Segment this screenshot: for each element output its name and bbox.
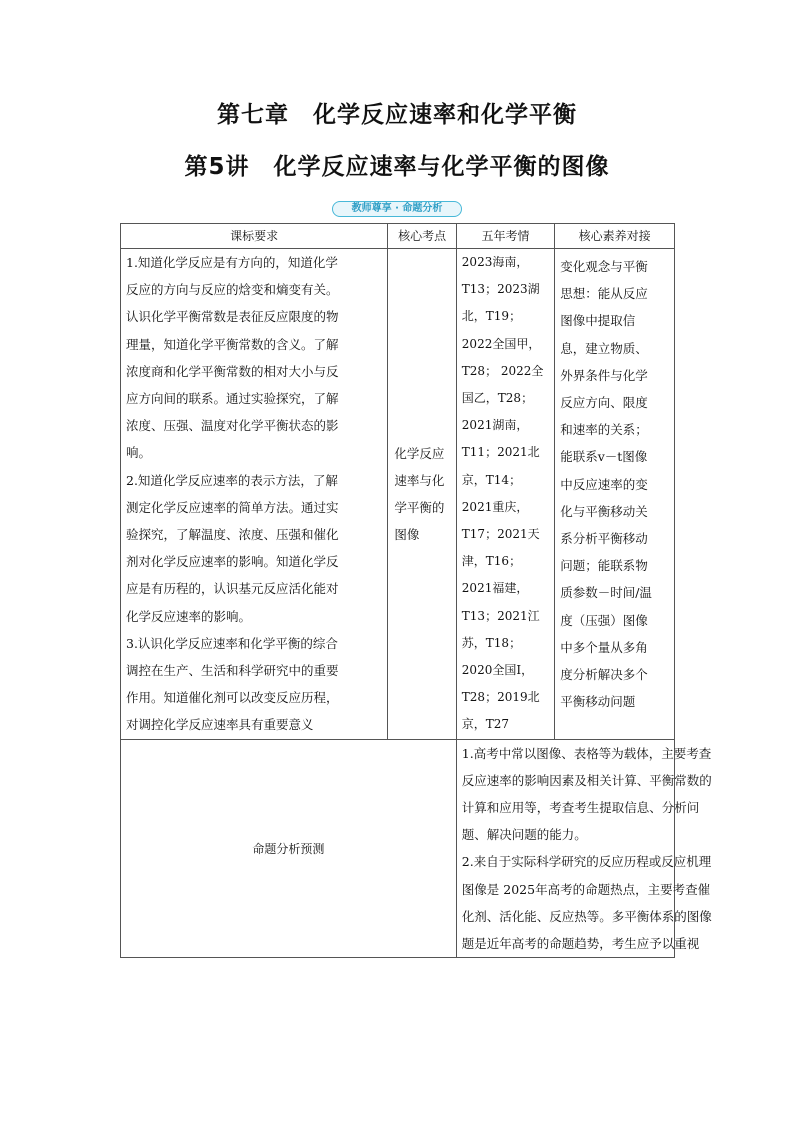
exam-line: T13；2023湖 bbox=[461, 282, 540, 297]
core-literacy-cell bbox=[555, 249, 675, 740]
requirement-line: 认识化学平衡常数是表征反应限度的物 bbox=[126, 309, 339, 325]
exam-line: 北，T19； bbox=[461, 309, 522, 324]
literacy-line: 思想：能从反应 bbox=[560, 286, 648, 302]
five-year-exams-cell bbox=[456, 249, 554, 740]
prediction-label: 命题分析预测 bbox=[121, 739, 457, 958]
literacy-line: 图像中提取信 bbox=[560, 313, 636, 329]
key-point-cell bbox=[388, 249, 456, 740]
requirement-line: 理量，知道化学平衡常数的含义。了解 bbox=[126, 336, 339, 352]
prediction-line: 计算和应用等，考查考生提取信息、分析问 bbox=[461, 800, 700, 816]
requirement-line: 测定化学反应速率的简单方法。通过实 bbox=[126, 499, 339, 515]
exam-line: 2023海南， bbox=[461, 255, 529, 269]
key-point-line: 图像 bbox=[394, 526, 420, 542]
exam-line: 2022全国甲， bbox=[461, 336, 541, 351]
requirement-line: 1.知道化学反应是有方向的，知道化学 bbox=[126, 255, 338, 270]
prediction-line: 图像是 2025年高考的命题热点，主要考查催 bbox=[461, 881, 711, 897]
requirement-line: 对调控化学反应速率具有重要意义 bbox=[126, 717, 314, 733]
lecture-title: 第5讲 化学反应速率与化学平衡的图像 bbox=[184, 154, 610, 180]
requirement-line: 调控在生产、生活和科学研究中的重要 bbox=[126, 663, 339, 679]
literacy-line: 系分析平衡移动 bbox=[560, 531, 648, 547]
requirement-line: 2.知道化学反应速率的表示方法，了解 bbox=[126, 472, 338, 488]
requirement-line: 浓度、压强、温度对化学平衡状态的影 bbox=[126, 418, 339, 434]
literacy-line: 反应方向、限度 bbox=[560, 395, 648, 411]
literacy-line: 和速率的关系； bbox=[560, 422, 648, 438]
header-key-points: 核心考点 bbox=[388, 224, 456, 249]
literacy-line: 外界条件与化学 bbox=[560, 367, 648, 383]
literacy-line: 中多个量从多角 bbox=[560, 639, 648, 655]
key-point-line: 学平衡的 bbox=[394, 499, 445, 515]
exam-line: 京，T27 bbox=[461, 717, 510, 732]
exam-line: T17；2021天 bbox=[461, 527, 540, 542]
exam-line: T13；2021江 bbox=[461, 608, 540, 623]
prediction-line: 反应速率的影响因素及相关计算、平衡常数的 bbox=[461, 772, 712, 788]
exam-line: T11；2021北 bbox=[461, 445, 540, 460]
literacy-line: 质参数－时间/温 bbox=[560, 585, 652, 601]
requirement-line: 应是有历程的，认识基元反应活化能对 bbox=[126, 581, 339, 597]
exam-line: 2020全国Ⅰ， bbox=[461, 663, 534, 678]
teacher-exclusive-badge: 教师尊享 · 命题分析 bbox=[332, 201, 462, 217]
prediction-line: 题是近年高考的命题趋势，考生应予以重视 bbox=[461, 936, 700, 952]
requirement-line: 响。 bbox=[126, 445, 152, 461]
exam-line: 2021湖南， bbox=[461, 418, 529, 433]
literacy-line: 息，建立物质、 bbox=[560, 340, 648, 356]
key-point-line: 化学反应 bbox=[394, 445, 445, 461]
header-requirements: 课标要求 bbox=[121, 224, 388, 249]
header-five-year-exams: 五年考情 bbox=[456, 224, 554, 249]
exam-line: 京，T14； bbox=[461, 472, 522, 487]
requirements-cell bbox=[121, 249, 388, 740]
requirement-line: 3.认识化学反应速率和化学平衡的综合 bbox=[126, 635, 338, 651]
exam-line: 苏，T18； bbox=[461, 635, 522, 650]
table-row bbox=[121, 249, 675, 740]
literacy-line: 变化观念与平衡 bbox=[560, 259, 648, 274]
prediction-line: 化剂、活化能、反应热等。多平衡体系的图像 bbox=[461, 908, 712, 924]
requirement-line: 作用。知道催化剂可以改变反应历程， bbox=[126, 690, 339, 706]
requirement-line: 浓度商和化学平衡常数的相对大小与反 bbox=[126, 363, 339, 379]
exam-line: T28；2019北 bbox=[461, 690, 540, 705]
literacy-line: 度分析解决多个 bbox=[560, 667, 648, 683]
prediction-line: 题、解决问题的能力。 bbox=[461, 827, 587, 843]
requirement-line: 验探究，了解温度、浓度、压强和催化 bbox=[126, 527, 339, 543]
exam-line: 2021福建， bbox=[461, 581, 529, 596]
requirement-line: 化学反应速率的影响。 bbox=[126, 608, 252, 624]
literacy-line: 中反应速率的变 bbox=[560, 476, 648, 492]
prediction-line: 1.高考中常以图像、表格等为载体，主要考查 bbox=[461, 745, 712, 761]
table-header-row bbox=[121, 224, 675, 249]
requirement-line: 应方向间的联系。通过实验探究，了解 bbox=[126, 391, 339, 407]
exam-line: 2021重庆， bbox=[461, 499, 529, 514]
literacy-line: 度（压强）图像 bbox=[560, 612, 648, 628]
exam-line: 津，T16； bbox=[461, 554, 522, 569]
literacy-line: 化与平衡移动关 bbox=[560, 503, 648, 519]
chapter-title: 第七章 化学反应速率和化学平衡 bbox=[217, 102, 577, 128]
key-point-line: 速率与化 bbox=[394, 472, 445, 488]
literacy-line: 能联系v－t图像 bbox=[560, 449, 648, 465]
prediction-row bbox=[121, 739, 675, 958]
exam-line: T28； 2022全 bbox=[461, 363, 544, 378]
exam-line: 国乙，T28； bbox=[461, 391, 534, 406]
requirement-line: 反应的方向与反应的焓变和熵变有关。 bbox=[126, 282, 339, 298]
literacy-line: 平衡移动问题 bbox=[560, 694, 636, 710]
prediction-line: 2.来自于实际科学研究的反应历程或反应机理 bbox=[461, 854, 712, 870]
prediction-cell bbox=[456, 739, 712, 958]
literacy-line: 问题；能联系物 bbox=[560, 558, 648, 574]
header-core-literacy: 核心素养对接 bbox=[555, 224, 675, 249]
requirement-line: 剂对化学反应速率的影响。知道化学反 bbox=[126, 554, 339, 570]
curriculum-table bbox=[120, 223, 712, 958]
